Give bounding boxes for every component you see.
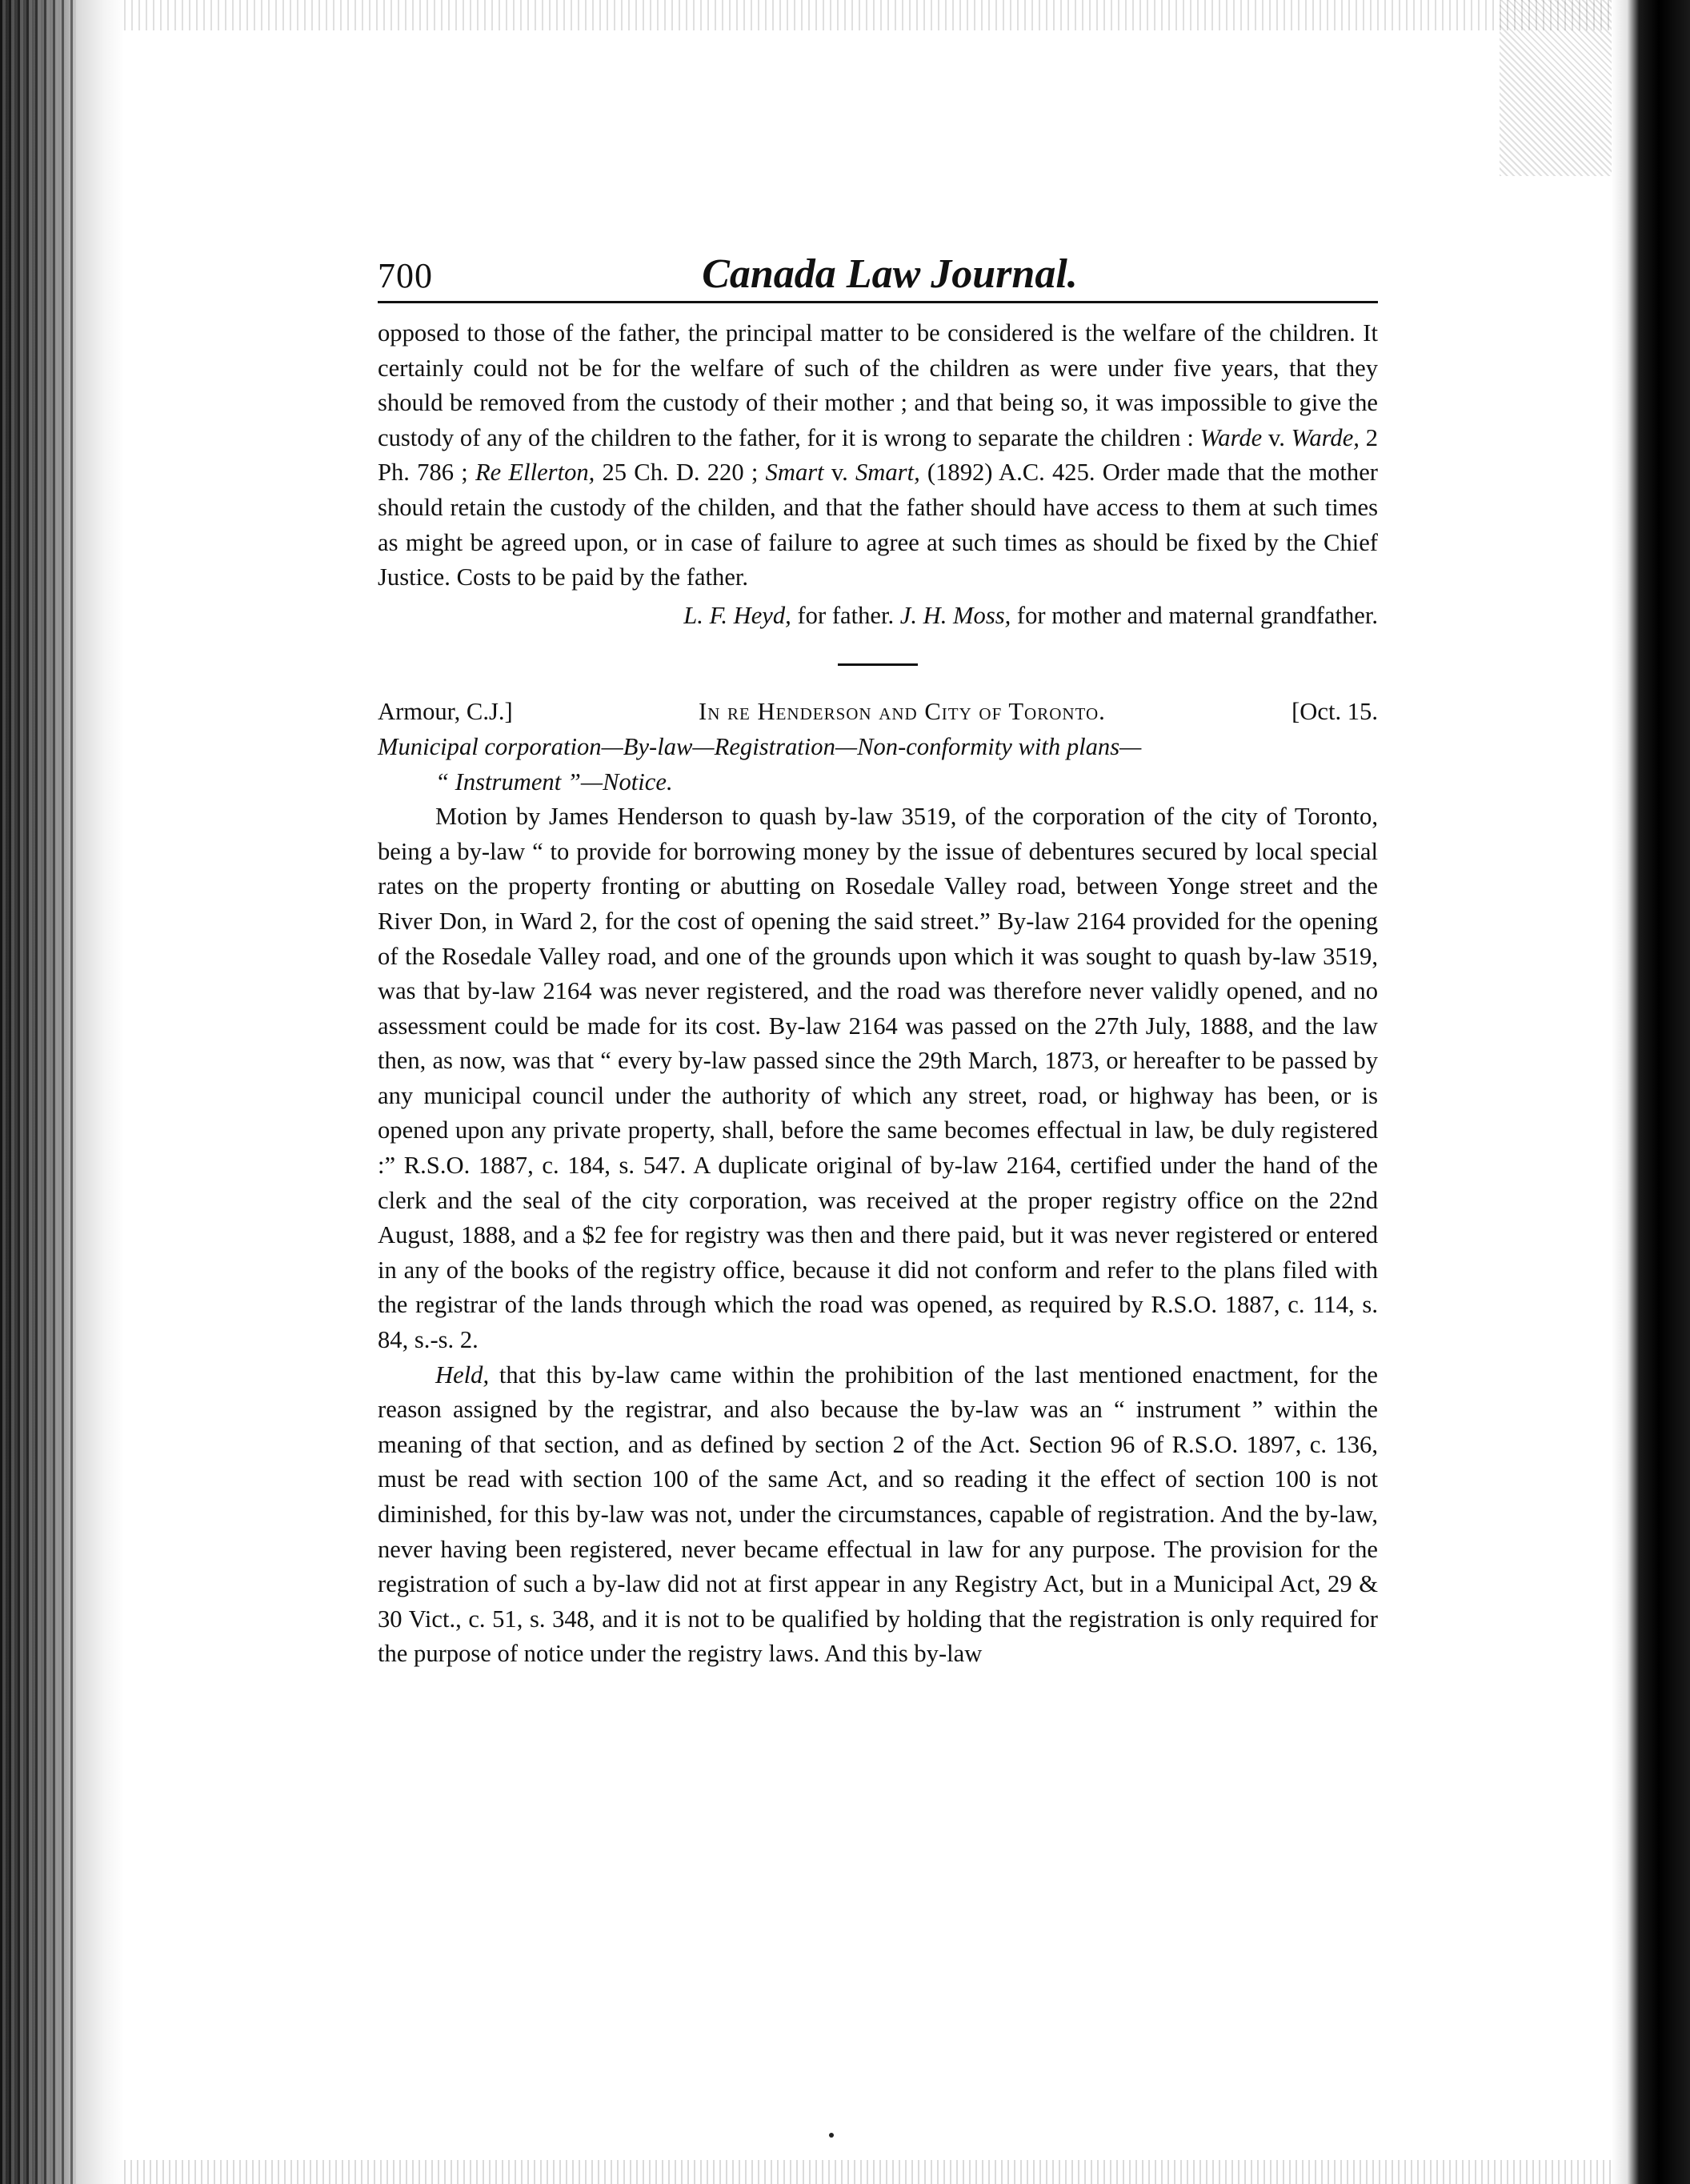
judge-name: Armour, C.J.] <box>378 698 513 726</box>
scan-bottom-edge <box>124 2160 1612 2184</box>
running-title: Canada Law Journal. <box>702 251 1078 297</box>
page-header <box>378 248 1378 303</box>
counsel-mother-name: J. H. Moss, <box>899 601 1011 629</box>
motion-paragraph: Motion by James Henderson to quash by-law 3519, of the corporation of the city of Toronto, being a by-law “ to provide for borrowing money by the issue of debentures secured by local special rates on the property fronting or abutting on Rosedale Valley road, between Yonge street and the River Don, in Ward 2, for the cost of opening the said street.” By-law 2164 provided for the opening of the Rosedale Valley road, and one of the grounds upon which it was sought to quash by-law 3519, was that by-law 2164 was never registered, and the road was therefore never validly opened, and no assessment could be made for its cost. By-law 2164 was passed on the 27th July, 1888, and the law then, as now, was that “ every by-law passed since the 29th March, 1873, or hereafter to be passed by any municipal council under the authority of which any street, road, or highway has been, or is opened upon any private property, shall, before the same becomes effectual in law, be duly registered :” R.S.O. 1887, c. 184, s. 547. A duplicate original of by-law 2164, certified under the hand of the clerk and the seal of the city corporation, was received at the proper registry office on the 22nd August, 1888, and a $2 fee for registry was then and there paid, but it was never registered or entered in any of the books of the registry office, because it did not conform and refer to the plans filed with the registrar of the lands through which the road was opened, as required by R.S.O. 1887, c. 114, s. 84, s.-s. 2. <box>378 803 1378 1354</box>
held-paragraph <box>378 1358 1378 1672</box>
case-heading <box>378 695 1378 730</box>
catchwords <box>378 730 1378 799</box>
held-text: that this by-law came within the prohibition of the last mentioned enactment, for the reason assigned by the registrar, and also because the by-law was an “ instrument ” within the meaning of that section, and as defined by section 2 of the Act. Section 96 of R.S.O. 1897, c. 136, must be read with section 100 of the same Act, and so reading it the effect of section 100 is not diminished, for this by-law was not, under the circumstances, capable of registration. And the by-law, never having been registered, never became effectual in law for any purpose. The provision for the registration of such a by-law did not at first appear in any Registry Act, but in a Municipal Act, 29 & 30 Vict., c. 51, s. 348, and it is not to be qualified by holding that the registration is only required for the purpose of notice under the registry laws. And this by-law <box>378 1360 1378 1668</box>
counsel-father-name: L. F. Heyd, <box>683 601 791 629</box>
continued-report <box>378 316 1378 633</box>
citation-smart-a: Smart <box>765 459 824 487</box>
catchwords-line-1: Municipal corporation—By-law—Registration—Non-conformity with plans— <box>378 732 1142 760</box>
citation-smart-b: Smart, <box>855 459 920 487</box>
counsel-father-role: for father. <box>791 601 900 629</box>
citation-ellerton-ref: 25 Ch. D. 220 ; <box>595 459 766 487</box>
scan-right-speckle <box>1500 0 1612 176</box>
case-report <box>378 799 1378 1672</box>
catchwords-line-2: “ Instrument ”—Notice. <box>435 767 673 795</box>
citation-warde-b: Warde, <box>1291 423 1360 451</box>
counsel-line <box>378 599 1378 634</box>
scan-left-edge <box>0 0 76 2184</box>
citation-ellerton: Re Ellerton, <box>475 459 595 487</box>
continuation-text: opposed to those of the father, the principal matter to be considered is the welfare of the children. It certainly could not be for the welfare of such of the children as were under five years, that they should be removed from the custody of their mother ; and that being so, it was impossible to give the custody of any of the children to the father, for it is wrong to separate the children : <box>378 319 1378 451</box>
scan-right-edge <box>1612 0 1690 2184</box>
section-divider <box>838 663 918 666</box>
citation-warde-a: Warde <box>1199 423 1263 451</box>
citation-versus: v. <box>1262 423 1292 451</box>
scan-left-shadow <box>76 0 124 2184</box>
continuation-paragraph <box>378 316 1378 595</box>
held-label: Held, <box>435 1360 490 1389</box>
order-text: Order made that the mother should retain the custody of the childen, and that the father should have access to them at such times as might be agreed upon, or in case of failure to agree at such times as should be fixed by the Chief Justice. Costs to be paid by the father. <box>378 459 1378 591</box>
case-title: In re Henderson and City of Toronto. <box>699 698 1106 726</box>
counsel-mother-role: for mother and maternal grandfather. <box>1011 601 1378 629</box>
scan-speck <box>829 2133 834 2138</box>
page-number: 700 <box>378 256 433 295</box>
journal-page <box>378 248 1378 1672</box>
citation-warde-ref: 2 Ph. 786 ; <box>378 423 1378 487</box>
citation-versus-2: v. <box>823 459 855 487</box>
citation-smart-ref: (1892) A.C. 425. <box>919 459 1103 487</box>
case-date: [Oct. 15. <box>1292 698 1378 726</box>
scan-top-edge <box>124 0 1612 30</box>
